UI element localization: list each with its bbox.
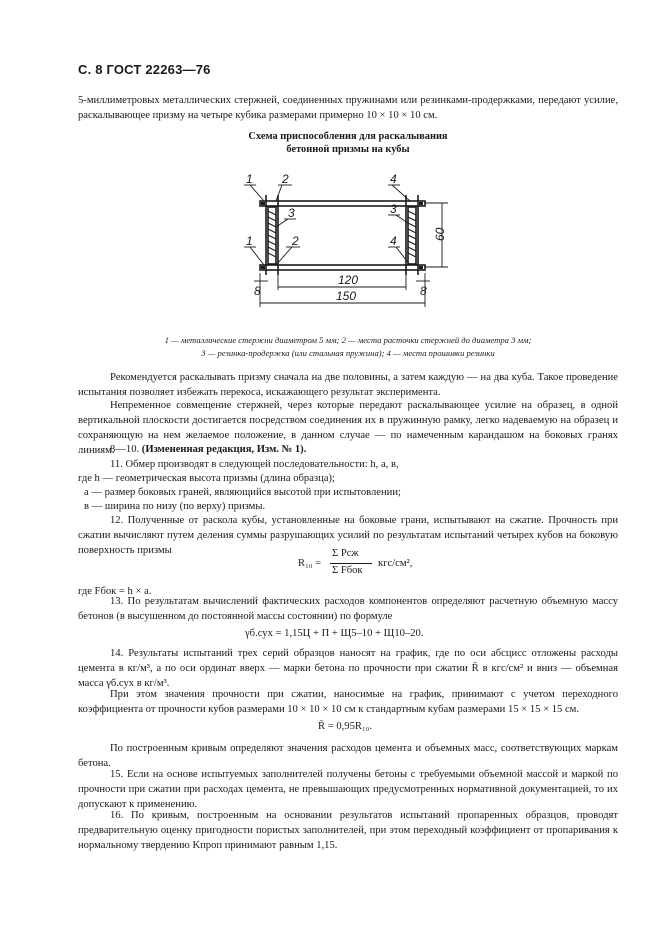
definition-a: a — размер боковых граней, являющийся высотой при испытовлении; — [84, 487, 401, 498]
paragraph-amendment — [78, 442, 618, 457]
paragraph-12: 12. Полученные от раскола кубы, установленные на боковые грани, испытывают на сжатие. Прочность при сжатии вычисляют путем деления суммы разрушающих усилий по результатам испытаний четырех кубов на боковую поверхность призмы — [78, 515, 618, 557]
intro-paragraph: 5-миллиметровых металлических стержней, соединенных пружинами или резинками-продержками, передают усилие, раскалывающее призму на четыре кубика размерами примерно 10 × 10 × 10 см. — [78, 95, 618, 122]
paragraph-15: 15. Если на основе испытуемых заполнителей получены бетоны с требуемыми объемной массой и маркой по прочности при сжатии при расходах цемента, не превышающих предусмотренных нормативной документацией, то их допускают к применению. — [78, 769, 618, 811]
paragraph-13: 13. По результатам вычислений фактических расходов компонентов определяют расчетную объемную массу бетонов (в высушенном до постоянной массы состоянии) по формуле — [78, 596, 618, 623]
label-1-bottom: 1 — [246, 234, 253, 248]
label-2-top: 2 — [282, 172, 289, 186]
paragraph-curves: По построенным кривым определяют значения расходов цемента и объемных масс, соответствующих маркам бетона. — [78, 743, 618, 770]
label-4-top: 4 — [390, 172, 397, 186]
paragraph-11: 11. Обмер производят в следующей последовательности: h, a, в, — [110, 459, 399, 470]
paragraph-conversion: При этом значения прочности при сжатии, наносимые на график, принимают с учетом переходного коэффициента от прочности кубов размерами 10 × 10 × 10 см к стандартным кубам размерами 15 × 15 × 15 см. — [78, 689, 618, 716]
paragraph-14: 14. Результаты испытаний трех серий образцов наносят на график, где по оси абсцисс отложены расходы цемента в кг/м³, а по оси ординат вверх — марки бетона по прочности при сжатии R̄ в кгс/см² и вниз — объемная масса γб.сух в кг/м³. — [78, 648, 618, 690]
definition-fbok: где Fбок = h × a. — [78, 586, 152, 597]
dim-60: 60 — [433, 227, 447, 241]
label-3-left: 3 — [288, 206, 295, 220]
amendment-note: (Измененная редакция, Изм. № 1). — [141, 444, 307, 455]
figure-title-line1: Схема приспособления для раскалывания — [248, 131, 448, 142]
dim-8-left: 8 — [254, 284, 261, 298]
label-1-top: 1 — [246, 172, 253, 186]
formula-r10-numerator: Σ Pсж — [332, 548, 359, 559]
dim-8-right: 8 — [420, 284, 427, 298]
figure-caption — [120, 334, 576, 359]
caption-line1: 1 — металлические стержни диаметром 5 мм; 2 — места расточки стержней до диаметра 3 мм; — [164, 335, 532, 345]
caption-line2: 3 — резинка-продержка (или стальная пружина); 4 — места прошивки резинки — [201, 347, 495, 358]
page-header: С. 8 ГОСТ 22263—76 — [78, 62, 211, 77]
definition-b: в — ширина по низу (по верху) призмы. — [84, 501, 266, 512]
paragraph-recommend: Рекомендуется раскалывать призму сначала на две половины, а затем каждую — на два куба. Такое проведение испытания позволяет избежать перекоса, искажающего результат эксперимента. — [78, 372, 618, 399]
bottom-rod — [260, 265, 425, 270]
dim-150: 150 — [336, 289, 357, 303]
label-4-bottom: 4 — [390, 234, 397, 248]
formula-rbar: R̄ = 0,95R₁₀. — [318, 721, 372, 732]
formula-r10-unit: кгс/см², — [378, 558, 413, 569]
top-rod — [260, 201, 425, 206]
label-3-right: 3 — [390, 202, 397, 216]
definition-h: где h — геометрическая высота призмы (длина образца); — [78, 473, 335, 484]
label-2-bottom: 2 — [292, 234, 299, 248]
paragraph-alignment: Непременное совмещение стержней, через которые передают раскалывающее усилие на образец, в одной вертикальной плоскости достигается посредством соединения их в пружинную рамку, легко надеваемую на образец и сохраняющую на нем желаемое положение, в данном случае — по намеченным карандашом на боковых гранях линиям. — [78, 400, 618, 457]
splitting-device-diagram — [230, 165, 460, 315]
paragraph-16: 16. По кривым, построенным на основании результатов испытаний пропаренных образцов, проводят предварительную оценку пригодности пористых заполнителей, при этом переходный коэффициент от пропаривания к нормальному твердению Kпроп принимают равным 1,15. — [78, 810, 618, 852]
figure-title — [78, 130, 618, 156]
formula-r10-lhs: R₁₀ = — [298, 558, 322, 569]
formula-r10-denominator: Σ Fбок — [332, 565, 363, 576]
dim-120: 120 — [338, 273, 359, 287]
figure-title-line2: бетонной призмы на кубы — [286, 144, 410, 155]
amendment-number: 8—10. — [110, 444, 140, 455]
formula-density: γб.сух = 1,15Ц + П + Щ5–10 + Щ10–20. — [245, 628, 424, 639]
